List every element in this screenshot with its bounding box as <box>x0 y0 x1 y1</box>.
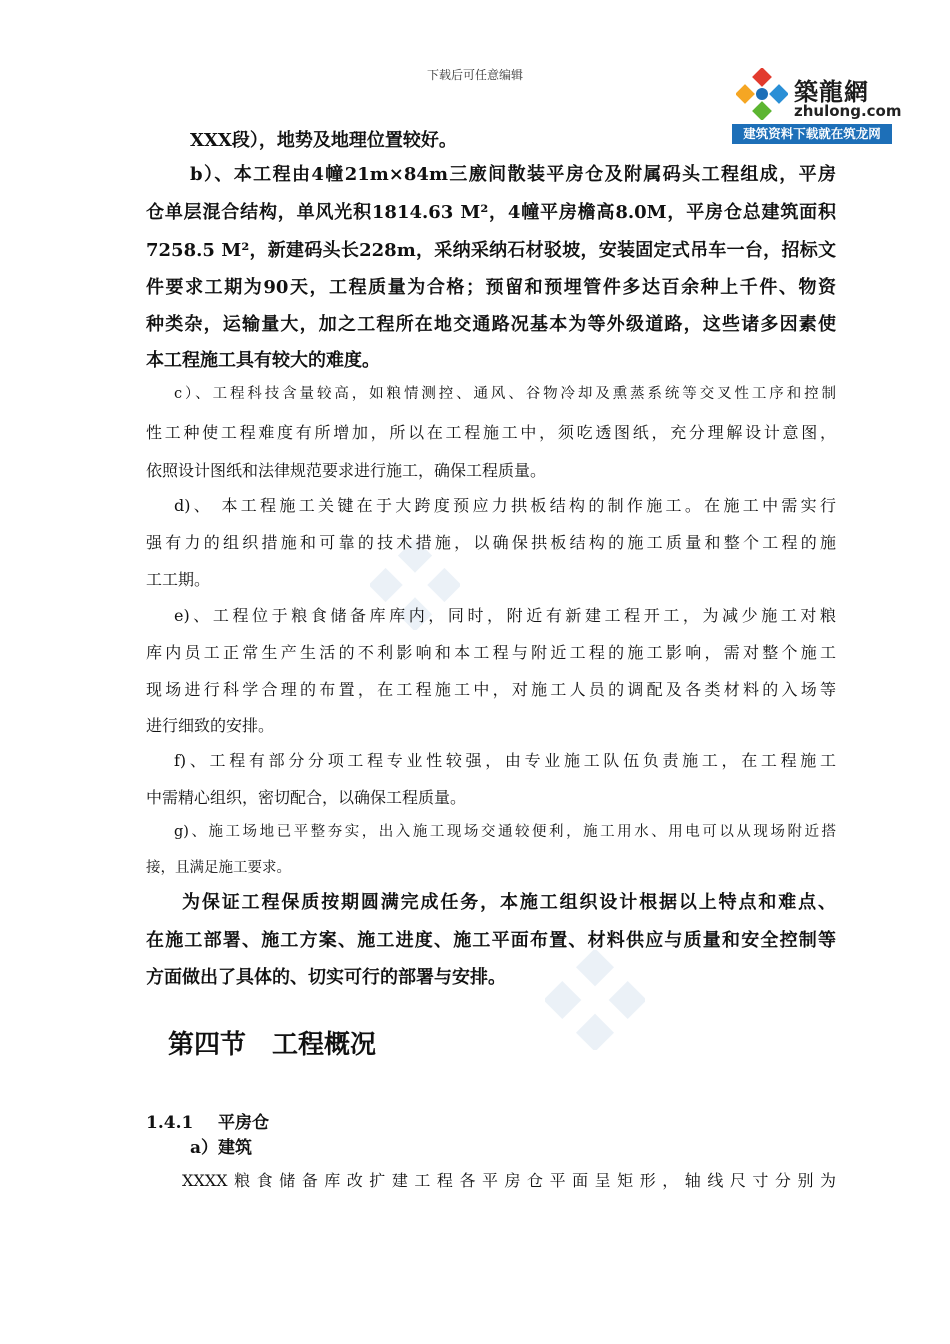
text-line: 在施工部署、施工方案、施工进度、施工平面布置、材料供应与质量和安全控制等 <box>146 930 836 951</box>
subsection-number: 1.4.1 <box>146 1113 194 1133</box>
logo-domain: zhulong.com <box>794 102 902 120</box>
header-note: 下载后可任意编辑 <box>426 68 523 82</box>
text-line: f)、工程有部分分项工程专业性较强，由专业施工队伍负责施工，在工程施工 <box>174 751 836 770</box>
text-line: 接，且满足施工要求。 <box>146 860 291 876</box>
text-line: 仓单层混合结构，单风光积1814.63 M²，4幢平房檐高8.0M，平房仓总建筑面积 <box>146 202 837 223</box>
text-line: b）、本工程由4幢21m×84m三廒间散装平房仓及附属码头工程组成，平房 <box>190 164 836 185</box>
text-line: 中需精心组织，密切配合，以确保工程质量。 <box>146 788 467 807</box>
subsubsection-title: a）建筑 <box>190 1138 253 1158</box>
logo-tagline: 建筑资料下载就在筑龙网 <box>732 124 892 144</box>
text-line: g)、施工场地已平整夯实，出入施工现场交通较便利，施工用水、用电可以从现场附近搭 <box>174 824 836 840</box>
subsection-title: 平房仓 <box>218 1113 269 1133</box>
text-line: 进行细致的安排。 <box>146 716 275 735</box>
text-line: e)、工程位于粮食储备库库内，同时，附近有新建工程开工，为减少施工对粮 <box>174 606 836 625</box>
section-title: 第四节 工程概况 <box>168 1030 377 1060</box>
text-line: XXX段），地势及地理位置较好。 <box>190 130 457 151</box>
subsection-heading <box>146 1108 269 1133</box>
text-line: c）、工程科技含量较高，如粮情测控、通风、谷物冷却及熏蒸系统等交叉性工序和控制 <box>174 386 836 402</box>
text-line: 7258.5 M²，新建码头长228m，采纳采纳石材驳坡，安装固定式吊车一台，招标文 <box>146 240 836 261</box>
text-line: 工工期。 <box>146 570 211 589</box>
text-line: 性工种使工程难度有所增加，所以在工程施工中，须吃透图纸，充分理解设计意图， <box>146 423 836 442</box>
text-line: 为保证工程保质按期圆满完成任务，本施工组织设计根据以上特点和难点、 <box>182 892 836 913</box>
text-line: 件要求工期为90天，工程质量为合格；预留和预埋管件多达百余种上千件、物资 <box>146 277 836 298</box>
text-line: 强有力的组织措施和可靠的技术措施，以确保拱板结构的施工质量和整个工程的施 <box>146 533 836 552</box>
text-line: 依照设计图纸和法律规范要求进行施工，确保工程质量。 <box>146 461 547 480</box>
text-line: 本工程施工具有较大的难度。 <box>146 350 380 371</box>
snowflake-logo-icon <box>736 68 788 120</box>
text-line: 方面做出了具体的、切实可行的部署与安排。 <box>146 967 506 988</box>
text-line: 库内员工正常生产生活的不利影响和本工程与附近工程的施工影响，需对整个施工 <box>146 643 836 662</box>
text-line: 现场进行科学合理的布置，在工程施工中，对施工人员的调配及各类材料的入场等 <box>146 680 836 699</box>
text-line: XXXX粮食储备库改扩建工程各平房仓平面呈矩形，轴线尺寸分别为 <box>182 1171 836 1190</box>
logo-name: 築龍網 <box>794 77 869 106</box>
text-line: d)、 本工程施工关键在于大跨度预应力拱板结构的制作施工。在施工中需实行 <box>174 496 836 515</box>
text-line: 种类杂，运输量大，加之工程所在地交通路况基本为等外级道路，这些诸多因素使 <box>146 314 836 335</box>
